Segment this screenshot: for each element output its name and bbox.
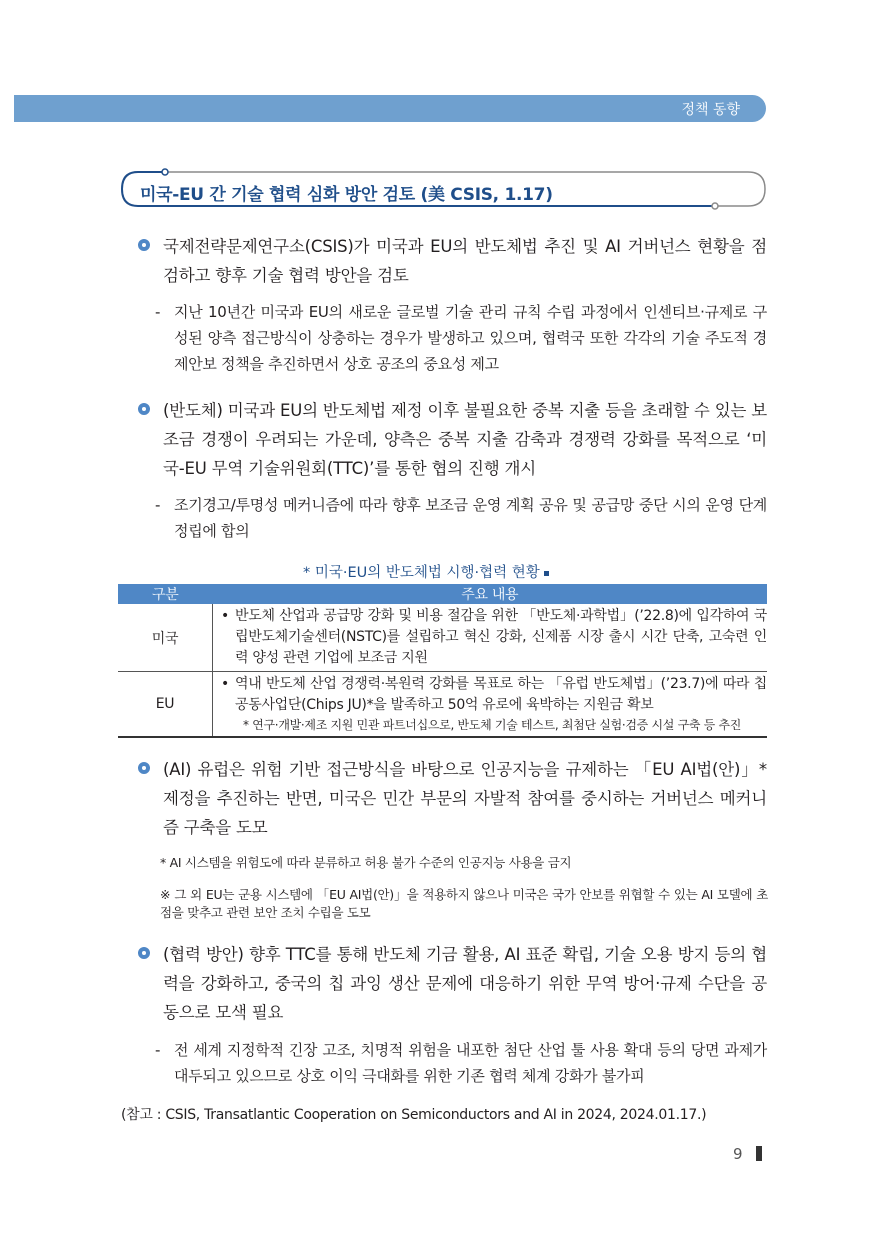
table-header: 주요 내용 [213,584,768,604]
dot-bullet-icon: • [221,676,229,692]
circle-bullet-icon [138,403,150,415]
bullet-text: (반도체) 미국과 EU의 반도체법 제정 이후 불필요한 중복 지출 등을 초래할 수 있는 보조금 경쟁이 우려되는 가운데, 양측은 중복 지출 감축과 경쟁력 강화를 목적으로 ‘미국-EU 무역 기술위원회(TTC)’를 통한 협의 진행 개시 [163,401,767,478]
dash-text: 전 세계 지정학적 긴장 고조, 치명적 위험을 내포한 첨단 산업 툴 사용 확대 등의 당면 과제가 대두되고 있으므로 상호 이익 극대화를 위한 기존 협력 체계 강화가 불가피 [174,1041,767,1085]
source-citation: (참고 : CSIS, Transatlantic Cooperation on Semiconductors and AI in 2024, 2024.01.17.) [121,1107,707,1123]
dash-marker: - [155,1041,161,1059]
bullet-text: (AI) 유럽은 위험 기반 접근방식을 바탕으로 인공지능을 규제하는 「EU AI법(안)」* 제정을 추진하는 반면, 미국은 민간 부문의 자발적 참여를 중시하는 거버넌스 메커니즘 구축을 도모 [163,760,767,837]
section-header-bar [14,95,766,122]
caption-prefix: * [303,565,311,581]
bullet-text: (협력 방안) 향후 TTC를 통해 반도체 기금 활용, AI 표준 확립, 기술 오용 방지 등의 협력을 강화하고, 중국의 칩 과잉 생산 문제에 대응하기 위한 무역 방어·규제 수단을 공동으로 모색 필요 [163,945,767,1022]
page-number: 9 [733,1145,743,1163]
dash-marker: - [155,496,161,514]
dash-text: 지난 10년간 미국과 EU의 새로운 글로벌 기술 관리 규칙 수립 과정에서 인센티브·규제로 구성된 양측 접근방식이 상충하는 경우가 발생하고 있으며, 협력국 또한 각각의 기술 주도적 경제안보 정책을 추진하면서 상호 공조의 중요성 제고 [174,303,767,373]
semiconductor-table [118,584,767,738]
bullet-text: 국제전략문제연구소(CSIS)가 미국과 EU의 반도체법 추진 및 AI 거버넌스 현황을 점검하고 향후 기술 협력 방안을 검토 [163,237,767,285]
row-content [213,672,768,738]
table-header: 구분 [118,584,213,604]
reference-note: ※ 그 외 EU는 군용 시스템에 「EU AI법(안)」을 적용하지 않으나 미국은 국가 안보를 위협할 수 있는 AI 모델에 초점을 맞추고 관련 보안 조치 수립을 도모 [160,887,768,920]
row-key: EU [118,672,213,738]
row-footnote: * 연구·개발·제조 지원 민관 파트너십으로, 반도체 기술 테스트, 최첨단 실험·검증 시설 구축 등 추진 [243,718,742,732]
table-caption [303,561,549,582]
dash-text: 조기경고/투명성 메커니즘에 따라 향후 보조금 운영 계획 공유 및 공급망 중단 시의 운영 단계 정립에 합의 [174,496,767,540]
section-label: 정책 동향 [681,102,740,118]
footnote: * AI 시스템을 위험도에 따라 분류하고 허용 불가 수준의 인공지능 사용을 금지 [160,855,572,870]
caption-text: 미국·EU의 반도체법 시행·협력 현황 [314,565,540,581]
circle-bullet-icon [138,762,150,774]
dot-bullet-icon: • [221,608,229,624]
page-marker-bar [756,1146,762,1161]
row-text: 반도체 산업과 공급망 강화 및 비용 절감을 위한 「반도체·과학법」(’22.8)에 입각하여 국립반도체기술센터(NSTC)를 설립하고 혁신 강화, 신제품 시장 출시 시간 단축, 고숙련 인력 양성 관련 기업에 보조금 지원 [235,608,767,666]
dash-marker: - [155,303,161,321]
table-row [118,672,767,738]
title-box [118,168,767,210]
table-row [118,604,767,672]
row-content [213,604,768,672]
table-header-row [118,584,767,604]
page-title: 미국-EU 간 기술 협력 심화 방안 검토 (美 CSIS, 1.17) [140,185,553,205]
circle-bullet-icon [138,947,150,959]
row-text: 역내 반도체 산업 경쟁력·복원력 강화를 목표로 하는 「유럽 반도체법」(’23.7)에 따라 칩공동사업단(Chips JU)*을 발족하고 50억 유로에 육박하는 지원금 확보 [235,676,767,713]
square-marker-icon [544,571,549,576]
circle-bullet-icon [138,239,150,251]
row-key: 미국 [118,604,213,672]
